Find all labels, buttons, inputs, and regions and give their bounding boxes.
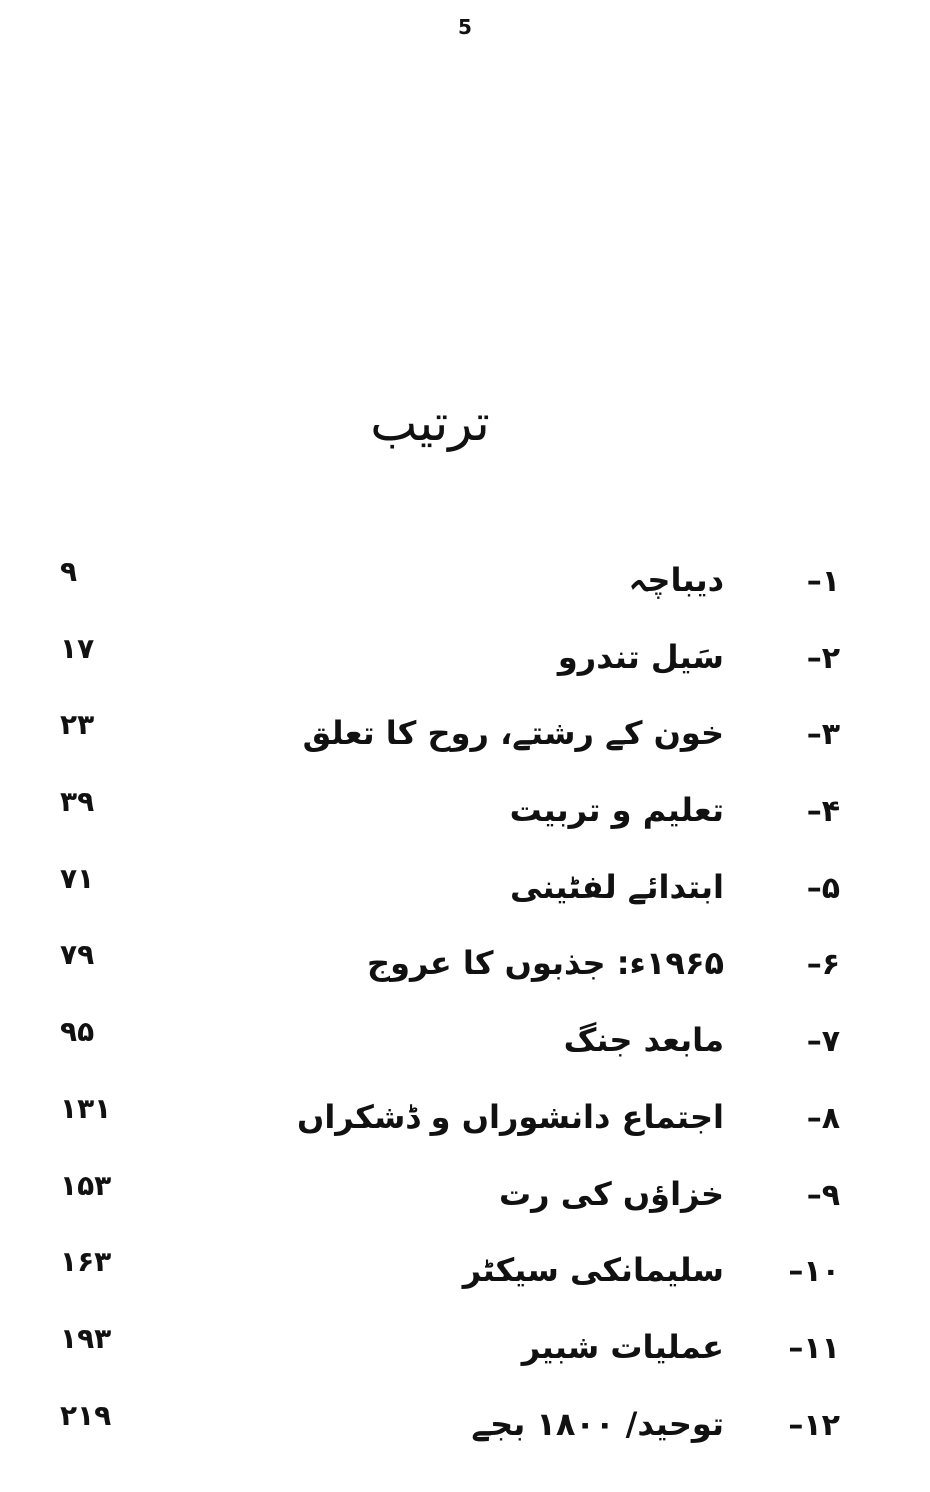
toc-entry [0,855,930,932]
entry-number: ۷– [806,1024,840,1060]
entry-page: ۱۵۳ [60,1168,112,1202]
entry-title: عملیات شبیر [521,1327,724,1366]
page-number: 5 [458,15,472,39]
entry-number: ۱۱– [788,1330,840,1366]
entry-page: ۷۹ [60,938,95,972]
entry-title: ۱۹۶۵ء: جذبوں کا عروج [367,944,724,983]
entry-title: سلیمانکی سیکٹر [462,1251,724,1290]
entry-number: ۲– [806,640,840,676]
table-of-contents [0,548,930,1468]
entry-number: ۱۲– [788,1407,840,1443]
entry-title: اجتماع دانشوراں و ڈشکراں [297,1097,724,1136]
entry-number: ۸– [806,1100,840,1136]
entry-number: ۵– [806,870,840,906]
entry-number: ۱– [806,564,840,599]
entry-title: دیباچہ [628,561,724,599]
entry-page: ۲۱۹ [60,1398,112,1432]
entry-number: ۴– [806,794,840,830]
entry-number: ۳– [806,717,840,753]
entry-number: ۹– [806,1177,840,1213]
toc-entry [0,1008,930,1085]
toc-entry [0,1238,930,1315]
toc-entry [0,778,930,855]
entry-title: سَیل تندرو [557,637,724,676]
entry-page: ۱۹۳ [60,1321,112,1355]
entry-number: ۶– [806,947,840,983]
toc-entry [0,1392,930,1469]
entry-number: ۱۰– [788,1254,840,1290]
toc-entry [0,1162,930,1239]
entry-page: ۳۹ [60,785,95,819]
toc-entry [0,1085,930,1162]
entry-title: ابتدائے لفٹینی [509,867,724,906]
toc-title: ترتیب [370,394,490,452]
entry-title: توحید/ ۱۸۰۰ بجے [471,1404,724,1443]
entry-page: ۷۱ [60,861,95,895]
entry-title: خزاؤں کی رت [499,1174,724,1213]
entry-page: ۲۳ [60,708,95,742]
entry-page: ۱۶۳ [60,1245,112,1279]
toc-entry [0,548,930,625]
toc-entry [0,701,930,778]
entry-page: ۹۵ [60,1015,95,1049]
toc-entry [0,931,930,1008]
entry-title: خون کے رشتے، روح کا تعلق [302,714,724,753]
entry-title: تعلیم و تربیت [509,791,724,830]
toc-entry [0,1315,930,1392]
entry-page: ۱۷ [60,631,95,665]
entry-title: مابعد جنگ [563,1021,724,1060]
entry-page: ۱۳۱ [60,1091,112,1125]
entry-page: ۹ [60,555,78,588]
toc-entry [0,625,930,702]
